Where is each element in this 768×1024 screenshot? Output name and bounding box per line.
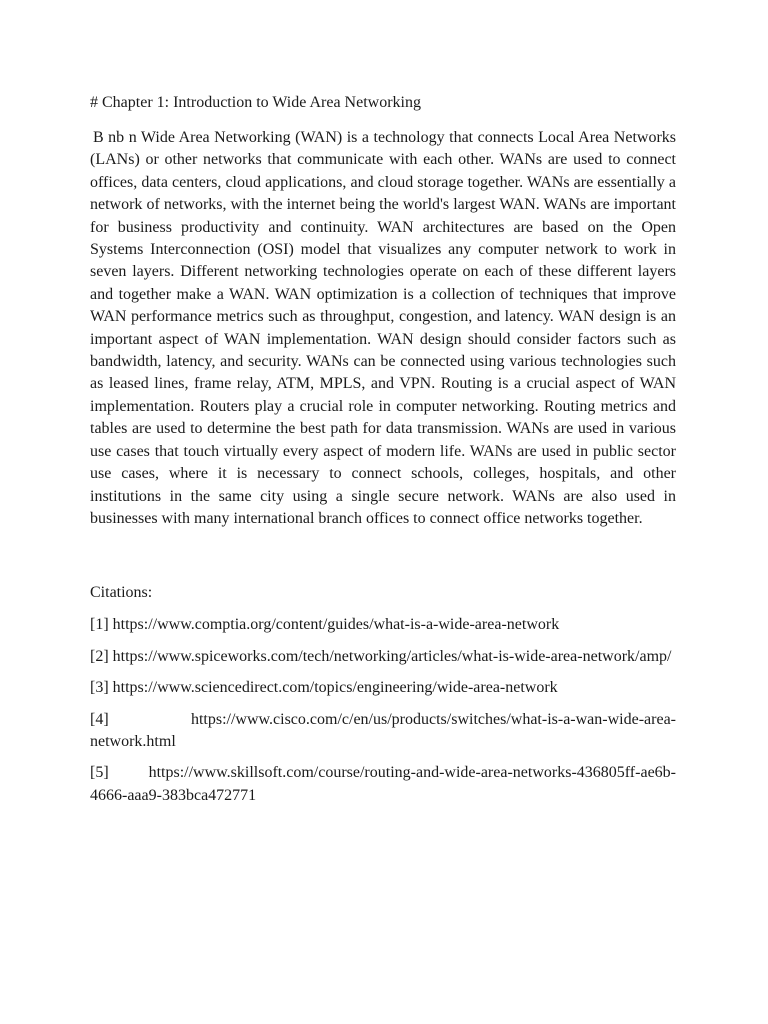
citation-url: https://www.spiceworks.com/tech/networking/articles/what-is-wide-area-network/amp/ <box>112 647 672 665</box>
chapter-heading: # Chapter 1: Introduction to Wide Area Networking <box>90 94 421 111</box>
citation-number: [1] <box>90 616 109 634</box>
citation-url: https://www.cisco.com/c/en/us/products/switches/what-is-a-wan-wide-area-network.html <box>90 710 676 750</box>
citations-heading: Citations: <box>90 584 153 602</box>
citation-item <box>90 677 676 699</box>
citation-item <box>90 762 676 807</box>
citation-url: https://www.comptia.org/content/guides/what-is-a-wide-area-network <box>112 616 560 634</box>
citation-number: [3] <box>90 679 109 697</box>
citation-number: [5] <box>90 764 109 782</box>
citation-item <box>90 709 676 754</box>
citation-url: https://www.skillsoft.com/course/routing-and-wide-area-networks-436805ff-ae6b-4666-aaa9-383bca472771 <box>90 764 676 804</box>
body-paragraph: B nb n Wide Area Networking (WAN) is a technology that connects Local Area Networks (LANs) or other networks that communicate with each other. WANs are used to connect offices, data centers, cloud applications, and cloud storage together. WANs are essentially a network of networks, with the internet being the world's largest WAN. WANs are important for business productivity and continuity. WAN architectures are based on the Open Systems Interconnection (OSI) model that visualizes any computer network to work in seven layers. Different networking technologies operate on each of these different layers and together make a WAN. WAN optimization is a collection of techniques that improve WAN performance metrics such as throughput, congestion, and latency. WAN design is an important aspect of WAN implementation. WAN design should consider factors such as bandwidth, latency, and security. WANs can be connected using various technologies such as leased lines, frame relay, ATM, MPLS, and VPN. Routing is a crucial aspect of WAN implementation. Routers play a crucial role in computer networking. Routing metrics and tables are used to determine the best path for data transmission. WANs are used in various use cases that touch virtually every aspect of modern life. WANs are used in public sector use cases, where it is necessary to connect schools, colleges, hospitals, and other institutions in the same city using a single secure network. WANs are also used in businesses with many international branch offices to connect office networks together. <box>90 129 676 527</box>
citation-item <box>90 614 676 636</box>
citation-url: https://www.sciencedirect.com/topics/engineering/wide-area-network <box>112 679 558 697</box>
document-page <box>90 92 676 816</box>
citation-item <box>90 646 676 668</box>
citation-number: [2] <box>90 647 109 665</box>
citation-number: [4] <box>90 710 109 728</box>
